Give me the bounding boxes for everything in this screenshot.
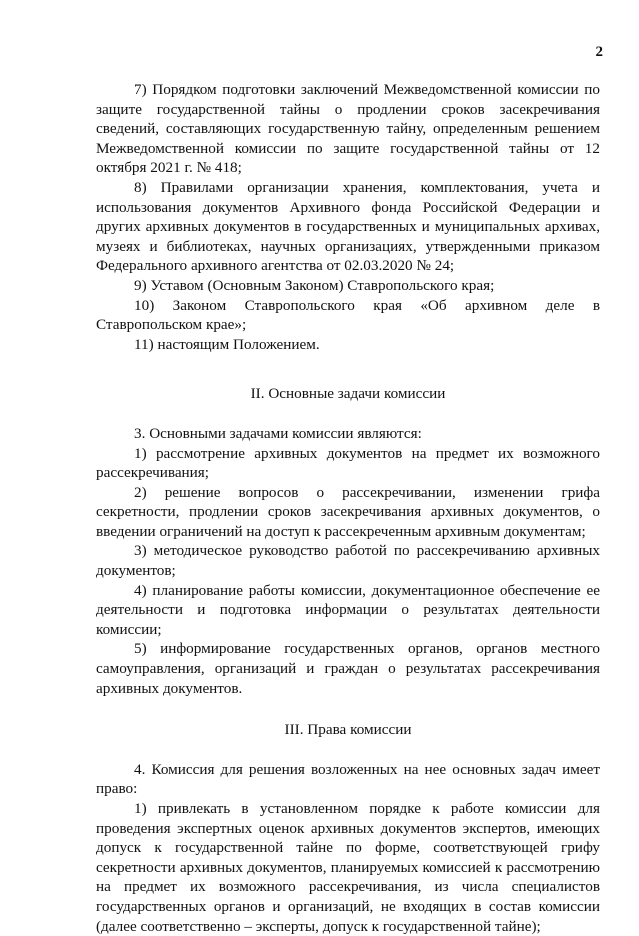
task-item-3: 3) методическое руководство работой по рассекречиванию архивных документов; (96, 542, 600, 580)
list-item-7: 7) Порядком подготовки заключений Межведомственной комиссии по защите государственной тайны о продлении сроков засекречивания сведений, составляющих государственную тайну, определенным решением Межведомственной комиссии по защите государственной тайны от 12 октября 2021 г. № 418; (96, 81, 600, 177)
list-item-10: 10) Законом Ставропольского края «Об архивном деле в Ставропольском крае»; (96, 296, 600, 334)
task-item-1: 1) рассмотрение архивных документов на предмет их возможного рассекречивания; (96, 444, 600, 482)
page-number: 2 (595, 44, 603, 60)
paragraph-3-intro: 3. Основными задачами комиссии являются: (134, 424, 422, 442)
task-item-4: 4) планирование работы комиссии, документационное обеспечение ее деятельности и подготовка информации о результатах деятельности комиссии; (96, 581, 600, 638)
section-heading-rights: III. Права комиссии (284, 721, 412, 739)
document-body (96, 80, 600, 936)
section-heading-tasks: II. Основные задачи комиссии (250, 385, 446, 403)
rights-item-1: 1) привлекать в установленном порядке к работе комиссии для проведения экспертных оценок архивных документов экспертов, имеющих допуск к государственной тайне по форме, соответствующей грифу секретности архивных документов, планируемых комиссией к рассмотрению на предмет их возможного рассекречивания, из числа специалистов государственных органов и организаций, не входящих в состав комиссии (далее соответственно – эксперты, допуск к государственной тайне); (96, 800, 600, 935)
list-item-11: 11) настоящим Положением. (134, 335, 320, 353)
task-item-2: 2) решение вопросов о рассекречивании, изменении грифа секретности, продлении сроков засекречивания архивных документов, о введении ограничений на доступ к рассекреченным архивным документам; (96, 483, 600, 540)
list-item-8: 8) Правилами организации хранения, комплектования, учета и использования документов Архивного фонда Российской Федерации и других архивных документов в государственных и муниципальных архивах, музеях и библиотеках, научных организациях, утвержденными приказом Федерального архивного агентства от 02.03.2020 № 24; (96, 178, 600, 275)
paragraph-4-intro: 4. Комиссия для решения возложенных на нее основных задач имеет право: (96, 760, 600, 798)
task-item-5: 5) информирование государственных органов, органов местного самоуправления, организаций и граждан о результатах рассекречивания архивных документов. (96, 640, 600, 697)
list-item-9: 9) Уставом (Основным Законом) Ставропольского края; (134, 276, 495, 294)
